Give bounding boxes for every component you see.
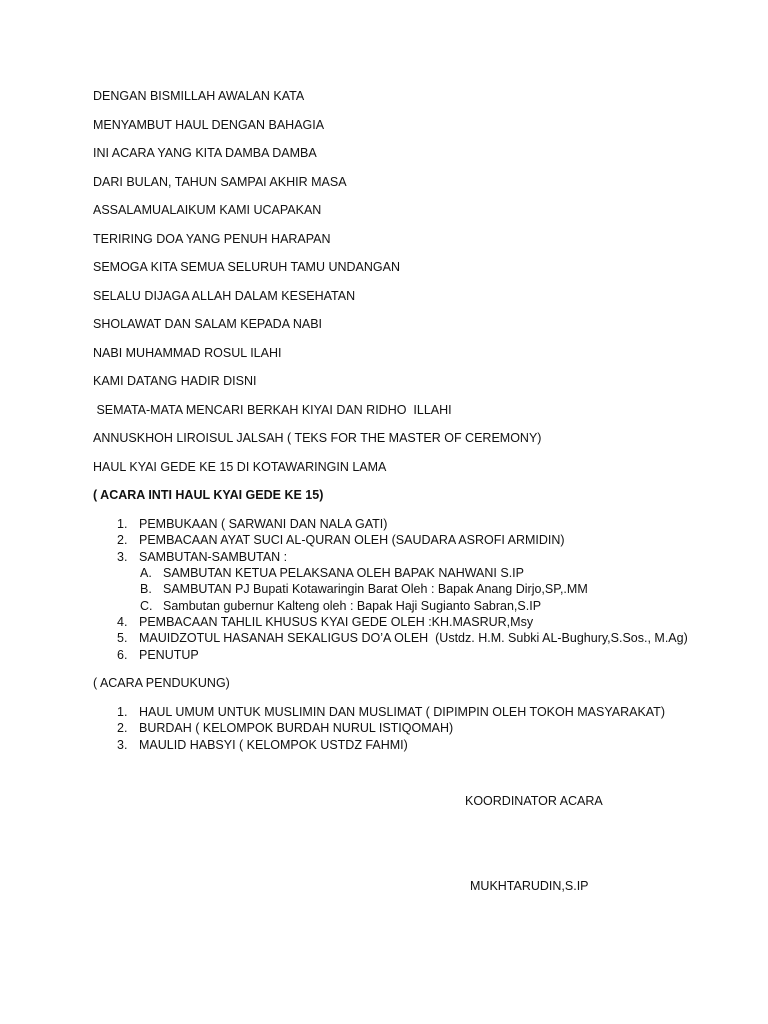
list-item: MAUIDZOTUL HASANAH SEKALIGUS DO’A OLEH (Ustdz. H.M. Subki AL-Bughury,S.Sos., M.Ag) [139, 631, 688, 645]
list-item: PEMBACAAN AYAT SUCI AL-QURAN OLEH (SAUDARA ASROFI ARMIDIN) [139, 533, 565, 547]
list-item: PEMBUKAAN ( SARWANI DAN NALA GATI) [139, 517, 388, 531]
poem-line: MENYAMBUT HAUL DENGAN BAHAGIA [93, 118, 325, 132]
sub-list-letter: B. [140, 582, 152, 596]
poem-line: ASSALAMUALAIKUM KAMI UCAPAKAN [93, 203, 322, 217]
sub-list-item: SAMBUTAN KETUA PELAKSANA OLEH BAPAK NAHWANI S.IP [163, 566, 524, 580]
poem-line: HAUL KYAI GEDE KE 15 DI KOTAWARINGIN LAMA [93, 460, 387, 474]
list-item: BURDAH ( KELOMPOK BURDAH NURUL ISTIQOMAH) [139, 721, 454, 735]
sub-list-item: Sambutan gubernur Kalteng oleh : Bapak Haji Sugianto Sabran,S.IP [163, 599, 542, 613]
list-number: 1. [117, 705, 128, 719]
poem-line: SEMATA-MATA MENCARI BERKAH KIYAI DAN RIDHO ILLAHI [93, 403, 452, 417]
list-number: 4. [117, 615, 128, 629]
list-item: HAUL UMUM UNTUK MUSLIMIN DAN MUSLIMAT ( DIPIMPIN OLEH TOKOH MASYARAKAT) [139, 705, 665, 719]
poem-line: NABI MUHAMMAD ROSUL ILAHI [93, 346, 282, 360]
list-number: 5. [117, 631, 128, 645]
list-item: MAULID HABSYI ( KELOMPOK USTDZ FAHMI) [139, 738, 408, 752]
poem-line: SELALU DIJAGA ALLAH DALAM KESEHATAN [93, 289, 356, 303]
sub-list-item: SAMBUTAN PJ Bupati Kotawaringin Barat Oleh : Bapak Anang Dirjo,SP,.MM [163, 582, 588, 596]
list-number: 2. [117, 533, 128, 547]
poem-line: TERIRING DOA YANG PENUH HARAPAN [93, 232, 331, 246]
signature-role: KOORDINATOR ACARA [465, 794, 603, 808]
poem-line: DENGAN BISMILLAH AWALAN KATA [93, 89, 305, 103]
poem-line: ANNUSKHOH LIROISUL JALSAH ( TEKS FOR THE MASTER OF CEREMONY) [93, 431, 542, 445]
poem-line: KAMI DATANG HADIR DISNI [93, 374, 257, 388]
poem-line: SHOLAWAT DAN SALAM KEPADA NABI [93, 317, 322, 331]
list-number: 6. [117, 648, 128, 662]
list-number: 1. [117, 517, 128, 531]
signature-name: MUKHTARUDIN,S.IP [470, 879, 589, 893]
sub-list-letter: C. [140, 599, 153, 613]
list-item: SAMBUTAN-SAMBUTAN : [139, 550, 288, 564]
list-number: 2. [117, 721, 128, 735]
support-event-heading: ( ACARA PENDUKUNG) [93, 676, 230, 690]
main-event-heading: ( ACARA INTI HAUL KYAI GEDE KE 15) [93, 488, 324, 502]
sub-list-letter: A. [140, 566, 152, 580]
poem-line: DARI BULAN, TAHUN SAMPAI AKHIR MASA [93, 175, 347, 189]
list-number: 3. [117, 550, 128, 564]
poem-line: INI ACARA YANG KITA DAMBA DAMBA [93, 146, 317, 160]
poem-line: SEMOGA KITA SEMUA SELURUH TAMU UNDANGAN [93, 260, 401, 274]
list-item: PENUTUP [139, 648, 199, 662]
list-number: 3. [117, 738, 128, 752]
list-item: PEMBACAAN TAHLIL KHUSUS KYAI GEDE OLEH :KH.MASRUR,Msy [139, 615, 534, 629]
